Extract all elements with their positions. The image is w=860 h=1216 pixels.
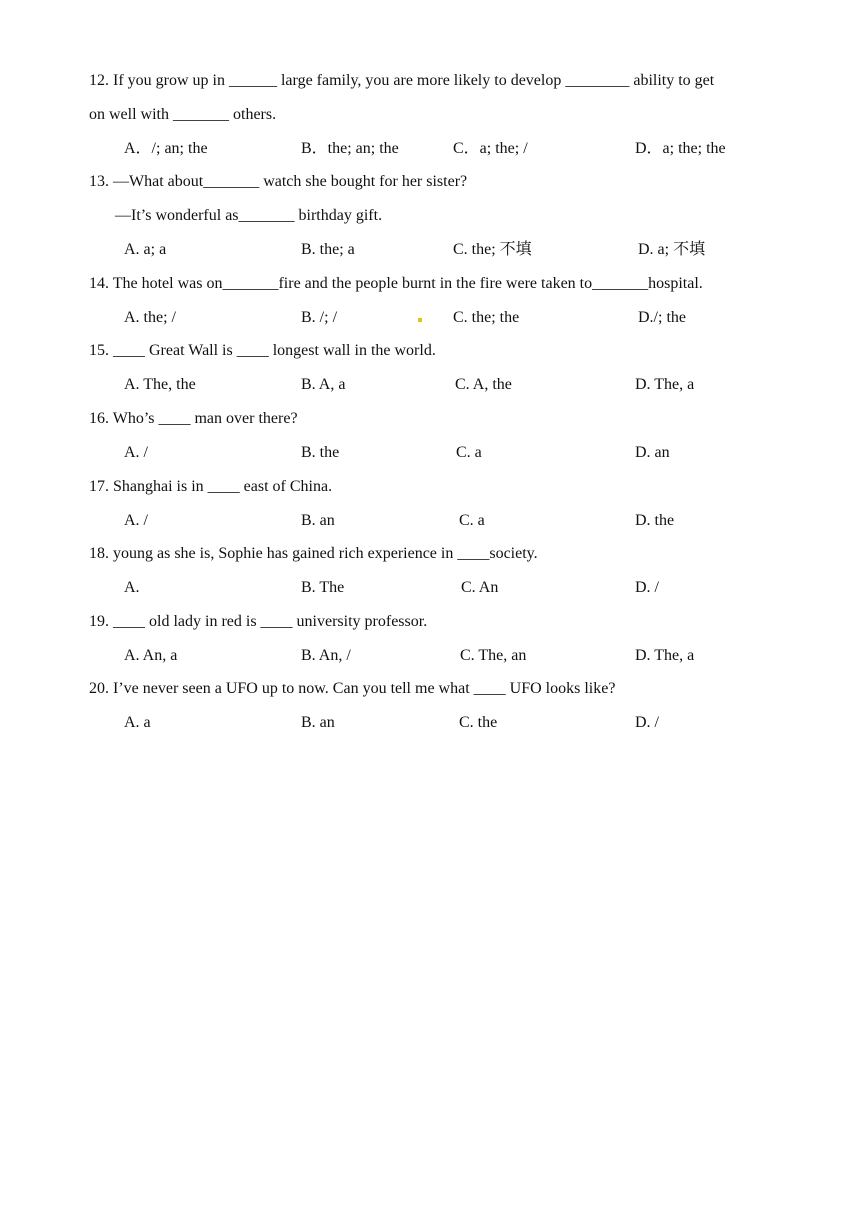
question-15-option-c: C. A, the (455, 376, 512, 393)
question-14-line-1: 14. The hotel was on_______fire and the people burnt in the fire were taken to_______hospital. (89, 275, 703, 292)
question-13-line-2: —It’s wonderful as_______ birthday gift. (115, 207, 383, 224)
question-18-option-a: A. (124, 579, 140, 596)
question-16-option-a: A. / (124, 444, 148, 461)
question-12-option-d: D．a; the; the (635, 140, 726, 157)
question-18-option-d: D. / (635, 579, 659, 596)
question-15-option-d: D. The, a (635, 376, 695, 393)
question-15-option-b: B. A, a (301, 376, 346, 393)
question-13-line-1: 13. —What about_______ watch she bought for her sister? (89, 173, 468, 190)
question-13-option-a: A. a; a (124, 241, 167, 258)
question-14-option-c: C. the; the (453, 309, 520, 326)
question-16-line-1: 16. Who’s ____ man over there? (89, 410, 298, 427)
question-20-line-1: 20. I’ve never seen a UFO up to now. Can you tell me what ____ UFO looks like? (89, 680, 616, 697)
question-12-line-1: 12. If you grow up in ______ large family, you are more likely to develop ________ ability to get (89, 72, 715, 89)
question-12-option-b: B．the; an; the (301, 140, 399, 157)
question-12-option-c: C．a; the; / (453, 140, 528, 157)
question-19-option-a: A. An, a (124, 647, 178, 664)
question-16-option-b: B. the (301, 444, 340, 461)
question-15-option-a: A. The, the (124, 376, 196, 393)
question-14-option-b: B. /; / (301, 309, 338, 326)
question-16-option-c: C. a (456, 444, 482, 461)
question-18-option-c: C. An (461, 579, 499, 596)
question-20-option-d: D. / (635, 714, 659, 731)
question-18-option-b: B. The (301, 579, 345, 596)
question-14-option-d: D./; the (638, 309, 686, 326)
question-13-option-b: B. the; a (301, 241, 355, 258)
question-19-option-b: B. An, / (301, 647, 351, 664)
question-16-option-d: D. an (635, 444, 670, 461)
question-19-line-1: 19. ____ old lady in red is ____ university professor. (89, 613, 428, 630)
decorative-dot (418, 318, 422, 322)
question-20-option-a: A. a (124, 714, 151, 731)
question-17-option-d: D. the (635, 512, 675, 529)
question-17-line-1: 17. Shanghai is in ____ east of China. (89, 478, 333, 495)
question-13-option-c: C. the; 不填 (453, 241, 532, 258)
question-17-option-a: A. / (124, 512, 148, 529)
question-13-option-d: D. a; 不填 (638, 241, 706, 258)
question-20-option-b: B. an (301, 714, 335, 731)
question-15-line-1: 15. ____ Great Wall is ____ longest wall in the world. (89, 342, 436, 359)
question-17-option-b: B. an (301, 512, 335, 529)
question-12-option-a: A．/; an; the (124, 140, 208, 157)
question-19-option-c: C. The, an (460, 647, 527, 664)
question-19-option-d: D. The, a (635, 647, 695, 664)
question-14-option-a: A. the; / (124, 309, 176, 326)
question-17-option-c: C. a (459, 512, 485, 529)
question-12-line-2: on well with _______ others. (89, 106, 277, 123)
question-18-line-1: 18. young as she is, Sophie has gained rich experience in ____society. (89, 545, 538, 562)
question-20-option-c: C. the (459, 714, 498, 731)
